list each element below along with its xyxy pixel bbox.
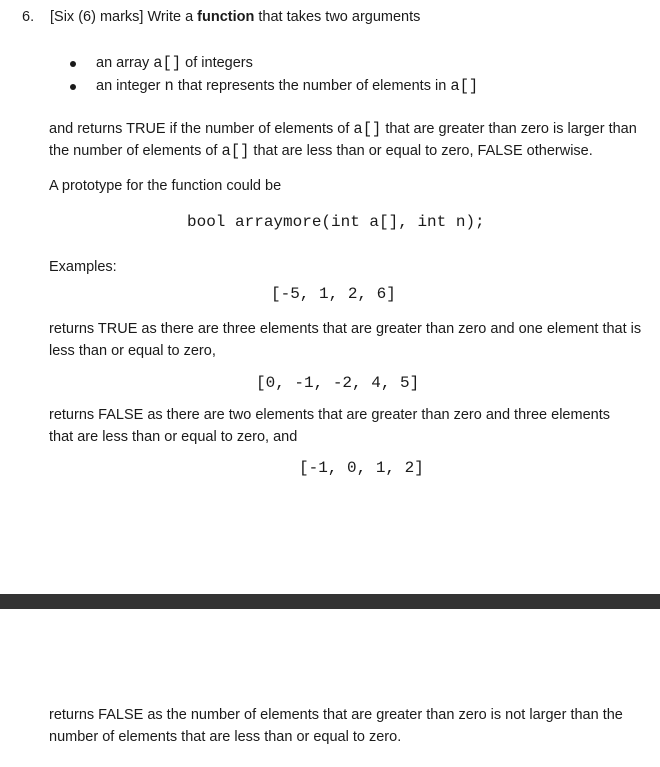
text-span: the number of elements of (49, 143, 222, 159)
bullet-text (96, 52, 253, 75)
question-intro-bold: function (197, 9, 255, 25)
bullet-text (96, 75, 478, 98)
question-number: 6. (22, 9, 35, 25)
explanation-line: returns TRUE as there are three elements that are greater than zero and one element that is (49, 321, 642, 337)
example-explanation (49, 704, 654, 748)
text-span: that are less than or equal to zero, FALSE otherwise. (249, 143, 593, 159)
bullet-text-pre: an array (96, 55, 154, 71)
prototype-code: bool arraymore(int a[], int n); (187, 213, 485, 231)
example-explanation (49, 404, 654, 448)
inline-code: n (164, 77, 174, 95)
question-intro (50, 9, 420, 25)
question-intro-prefix: [Six (6) marks] Write a (50, 9, 198, 25)
explanation-line: number of elements that are less than or equal to zero. (49, 729, 402, 745)
inline-code: a[] (353, 120, 382, 138)
inline-code: a[] (153, 54, 182, 72)
bullet-text-post: that represents the number of elements in (173, 78, 451, 94)
inline-code: a[] (450, 77, 479, 95)
description-paragraph (49, 118, 654, 162)
description-line (49, 140, 654, 162)
example-array: [-1, 0, 1, 2] (299, 459, 424, 477)
bullet-text-pre: an integer (96, 78, 165, 94)
example-explanation (49, 318, 654, 362)
prototype-intro: A prototype for the function could be (49, 178, 282, 194)
description-line (49, 118, 654, 140)
text-span: and returns TRUE if the number of elements of (49, 121, 354, 137)
explanation-line: returns FALSE as the number of elements that are greater than zero is not larger than the (49, 707, 623, 723)
question-intro-suffix: that takes two arguments (254, 9, 421, 25)
page-break-bar (0, 594, 660, 609)
example-array: [-5, 1, 2, 6] (271, 285, 396, 303)
examples-label: Examples: (49, 259, 117, 275)
bullet-text-post: of integers (181, 55, 253, 71)
explanation-line: less than or equal to zero, (49, 343, 216, 359)
explanation-line: returns FALSE as there are two elements that are greater than zero and three elements (49, 407, 610, 423)
example-array: [0, -1, -2, 4, 5] (256, 374, 420, 392)
inline-code: a[] (221, 142, 250, 160)
text-span: that are greater than zero is larger than (381, 121, 637, 137)
explanation-line: that are less than or equal to zero, and (49, 429, 298, 445)
bullet-dot-icon (70, 84, 76, 90)
bullet-dot-icon (70, 61, 76, 67)
